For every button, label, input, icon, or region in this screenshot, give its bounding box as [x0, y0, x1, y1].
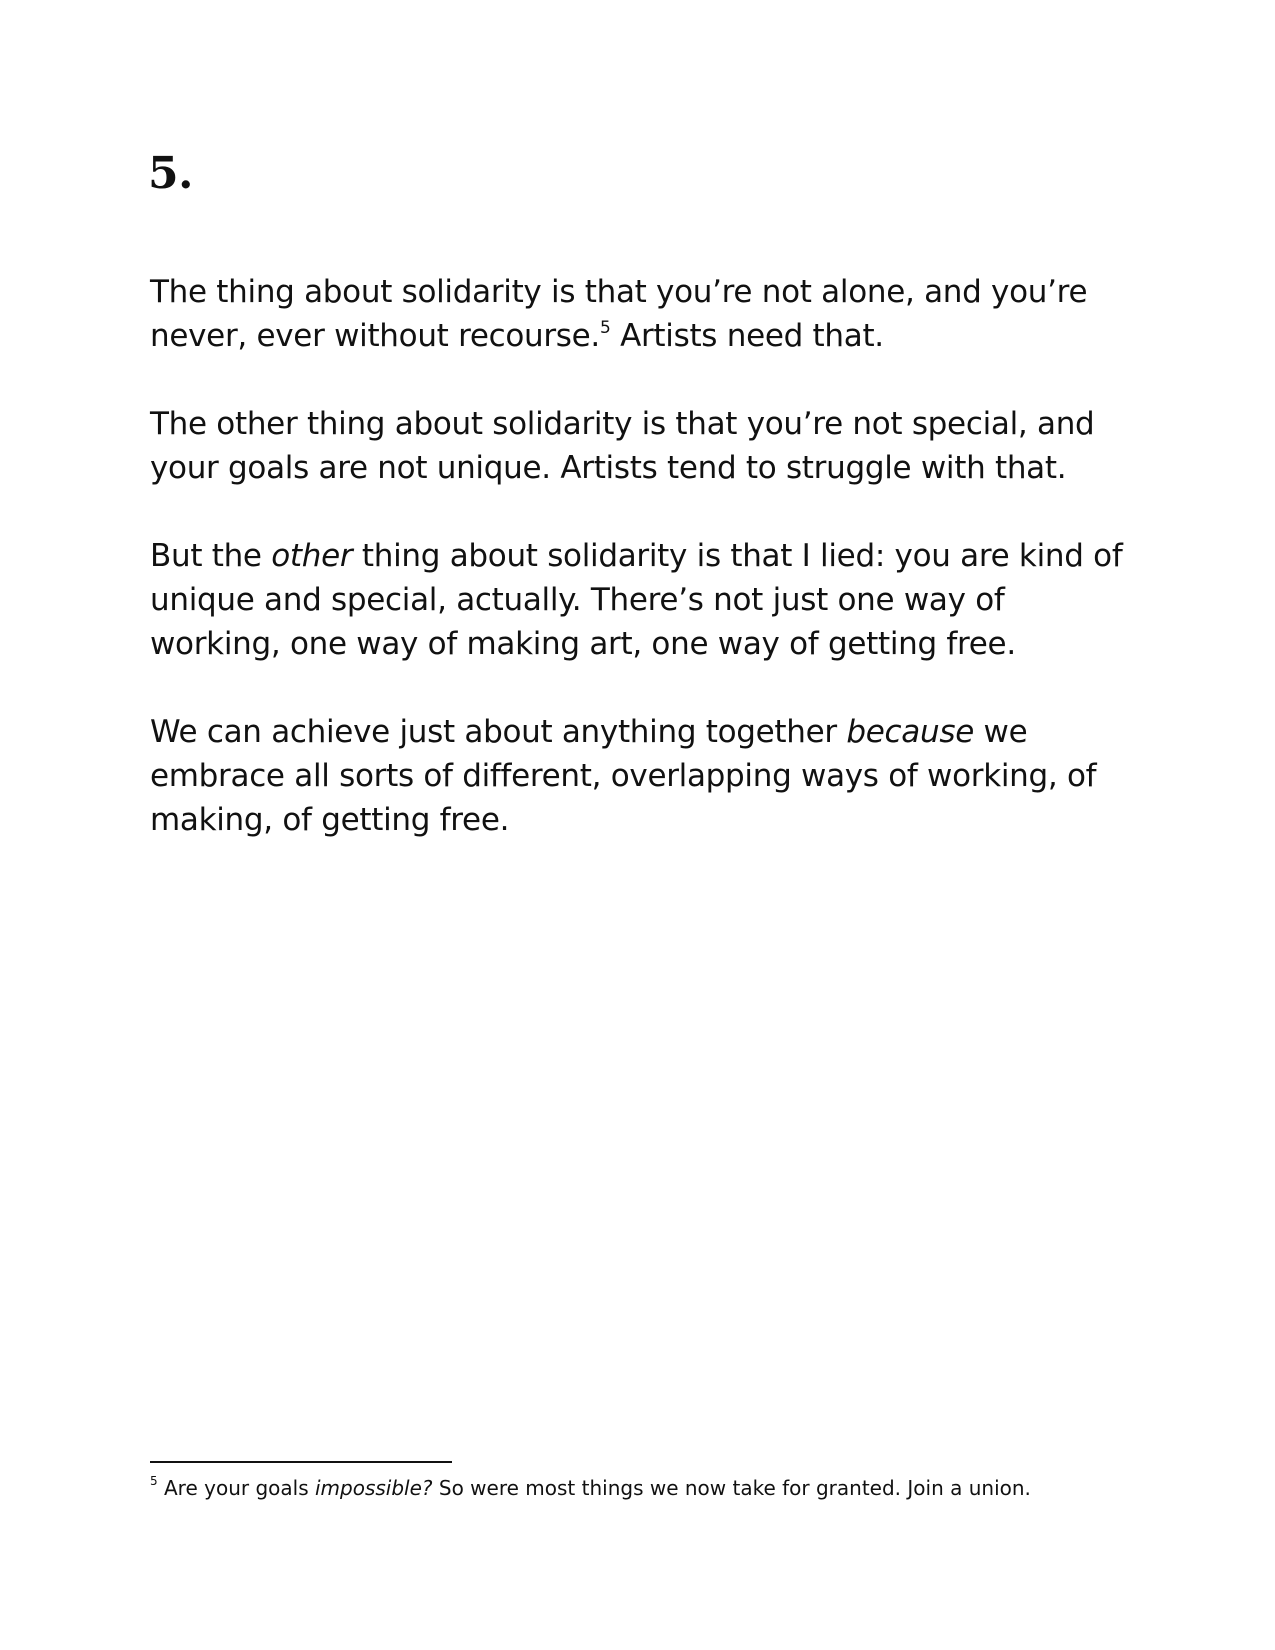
paragraph-3-text: But the	[150, 538, 272, 574]
footnote	[150, 1474, 1150, 1502]
footnote-text: Are your goals	[157, 1476, 315, 1500]
paragraph-4-text: We can achieve just about anything together	[150, 714, 847, 750]
paragraph-1-text-end: Artists need that.	[610, 318, 884, 354]
footnote-divider	[150, 1461, 452, 1463]
footnote-text-end: So were most things we now take for granted. Join a union.	[432, 1476, 1031, 1500]
footnote-number: 5	[150, 1474, 158, 1489]
paragraph-4-text-end: we embrace all sorts of different, overlapping ways of working, of making, of getting free.	[150, 714, 1097, 838]
paragraph-3	[150, 534, 1140, 666]
paragraph-4	[150, 710, 1140, 842]
paragraph-3-text-end: thing about solidarity is that I lied: you are kind of unique and special, actually. There’s not just one way of working, one way of making art, one way of getting free.	[150, 538, 1123, 662]
footnote-emphasis: impossible?	[314, 1476, 433, 1500]
paragraph-2: The other thing about solidarity is that you’re not special, and your goals are not unique. Artists tend to struggle with that.	[150, 406, 1095, 486]
paragraph-4-emphasis: because	[846, 714, 974, 750]
paragraph-1-text: The thing about solidarity is that you’re not alone, and you’re never, ever without recourse.	[150, 274, 1088, 354]
paragraph-1	[150, 270, 1140, 358]
section-number: 5.	[148, 148, 193, 199]
footnote-reference[interactable]: 5	[600, 317, 611, 338]
paragraph-3-emphasis: other	[271, 538, 353, 574]
body-text	[150, 270, 1140, 886]
